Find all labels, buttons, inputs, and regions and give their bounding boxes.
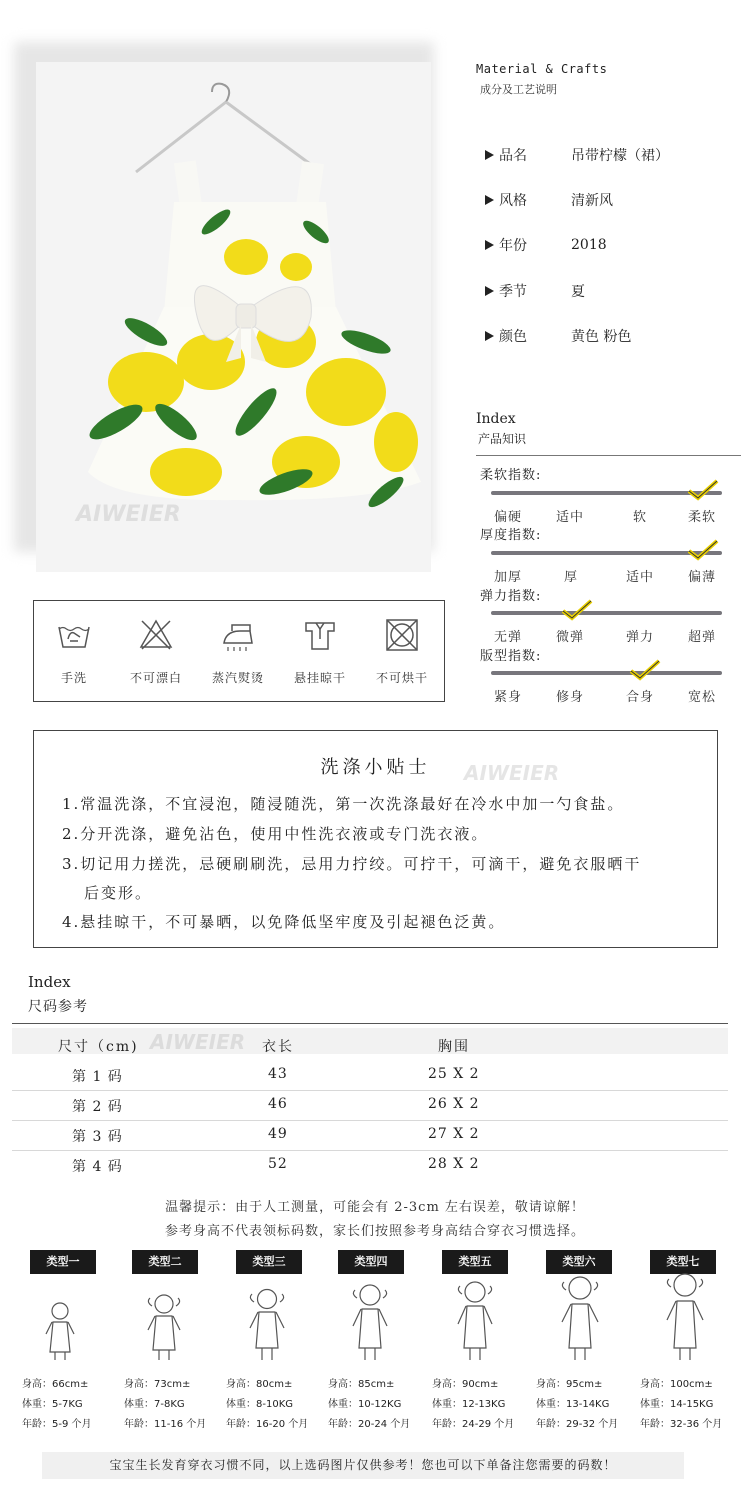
child-figure-icon xyxy=(244,1286,290,1362)
care-item-hand-wash xyxy=(34,601,114,701)
type-tag: 类型五 xyxy=(442,1250,508,1274)
triangle-bullet-icon xyxy=(485,286,494,296)
indicator-option: 紧身 xyxy=(494,690,523,705)
type-tag: 类型四 xyxy=(338,1250,404,1274)
attr-key: 季节 xyxy=(499,284,527,300)
tip-line: 3.切记用力搓洗，忌硬刷刷洗，忌用力拧绞。可拧干，可滴干，避免衣服晒干 xyxy=(62,855,642,873)
type-height: 身高：66cm± xyxy=(22,1379,89,1390)
type-weight: 体重：13-14KG xyxy=(536,1399,610,1410)
table-cell: 第 2 码 xyxy=(72,1099,123,1115)
divider xyxy=(12,1023,728,1024)
type-info xyxy=(124,1375,206,1435)
attr-row-style xyxy=(485,190,613,210)
type-tag: 类型七 xyxy=(650,1250,716,1274)
table-header-cell: 衣长 xyxy=(262,1039,294,1055)
indicator-option: 无弹 xyxy=(494,630,523,645)
type-info xyxy=(536,1375,618,1435)
indicator-label-fit: 版型指数: xyxy=(480,649,542,664)
attr-row-year xyxy=(485,235,607,255)
indicator-option: 宽松 xyxy=(688,690,717,705)
type-weight: 体重：7-8KG xyxy=(124,1399,185,1410)
indicator-option: 厚 xyxy=(564,570,579,585)
indicator-option-selected: 合身 xyxy=(626,690,655,705)
type-tag: 类型三 xyxy=(236,1250,302,1274)
type-info xyxy=(640,1375,722,1435)
type-age: 年龄：20-24 个月 xyxy=(328,1419,411,1430)
indicator-option: 偏硬 xyxy=(494,510,523,525)
table-cell: 26 X 2 xyxy=(428,1096,480,1112)
type-weight: 体重：10-12KG xyxy=(328,1399,402,1410)
indicator-option: 加厚 xyxy=(494,570,523,585)
child-figure-icon xyxy=(658,1270,712,1362)
type-info xyxy=(226,1375,308,1435)
type-age: 年龄：5-9 个月 xyxy=(22,1419,92,1430)
indicator-option: 适中 xyxy=(556,510,585,525)
type-info xyxy=(22,1375,92,1435)
type-tag: 类型二 xyxy=(132,1250,198,1274)
watermark: AIWEIER xyxy=(464,761,560,785)
attr-row-name xyxy=(485,145,669,165)
attr-value: 清新风 xyxy=(571,193,613,209)
indicator-label-elasticity: 弹力指数: xyxy=(480,589,542,604)
triangle-bullet-icon xyxy=(485,240,494,250)
table-cell: 43 xyxy=(268,1066,288,1082)
care-symbols-box xyxy=(33,600,445,702)
material-title: Material & Crafts xyxy=(476,62,608,76)
height-note: 参考身高不代表领标码数，家长们按照参考身高结合穿衣习惯选择。 xyxy=(164,1224,585,1239)
attr-row-season xyxy=(485,281,585,301)
tip-line: 2.分开洗涤，避免沾色，使用中性洗衣液或专门洗衣液。 xyxy=(62,825,489,843)
indicator-option-selected: 微弹 xyxy=(556,630,585,645)
washing-tips-box xyxy=(33,730,718,948)
divider xyxy=(476,455,741,456)
index-title: Index xyxy=(476,411,516,427)
type-height: 身高：90cm± xyxy=(432,1379,499,1390)
care-label: 蒸汽熨烫 xyxy=(211,671,264,685)
type-height: 身高：95cm± xyxy=(536,1379,603,1390)
watermark: AIWEIER xyxy=(76,502,181,527)
index-subtitle: 产品知识 xyxy=(478,432,527,446)
type-age: 年龄：16-20 个月 xyxy=(226,1419,309,1430)
type-tag: 类型六 xyxy=(546,1250,612,1274)
table-header-cell: 胸围 xyxy=(438,1039,470,1055)
type-weight: 体重：14-15KG xyxy=(640,1399,714,1410)
type-age: 年龄：24-29 个月 xyxy=(432,1419,515,1430)
table-cell: 第 3 码 xyxy=(72,1129,123,1145)
attr-value: 2018 xyxy=(571,237,607,253)
attr-key: 年份 xyxy=(499,238,527,254)
care-label: 不可烘干 xyxy=(375,671,428,685)
row-divider xyxy=(12,1150,728,1151)
table-cell: 25 X 2 xyxy=(428,1066,480,1082)
attr-value: 吊带柠檬（裙） xyxy=(571,148,669,164)
attr-key: 风格 xyxy=(499,193,527,209)
type-height: 身高：100cm± xyxy=(640,1379,713,1390)
type-tag: 类型一 xyxy=(30,1250,96,1274)
attr-value: 夏 xyxy=(571,284,585,300)
table-cell: 第 1 码 xyxy=(72,1069,123,1085)
footer-note: 宝宝生长发育穿衣习惯不同，以上选码图片仅供参考！您也可以下单备注您需要的码数！ xyxy=(42,1452,684,1479)
attr-key: 品名 xyxy=(499,148,527,164)
type-weight: 体重：12-13KG xyxy=(432,1399,506,1410)
type-height: 身高：80cm± xyxy=(226,1379,293,1390)
child-figure-icon xyxy=(40,1300,80,1362)
care-item-hang-dry xyxy=(280,601,360,701)
check-icon xyxy=(560,598,594,622)
indicator-label-thickness: 厚度指数: xyxy=(480,528,542,543)
indicator-bar xyxy=(491,611,722,615)
hand-wash-icon xyxy=(56,617,92,653)
child-figure-icon xyxy=(142,1292,186,1362)
care-label: 手洗 xyxy=(60,671,87,685)
indicator-bar xyxy=(491,671,722,675)
indicator-option: 弹力 xyxy=(626,630,655,645)
attr-value: 黄色 粉色 xyxy=(571,329,632,345)
product-photo xyxy=(36,62,431,572)
indicator-option: 软 xyxy=(633,510,648,525)
steam-iron-icon xyxy=(220,617,256,653)
material-subtitle: 成分及工艺说明 xyxy=(480,83,557,96)
no-bleach-icon xyxy=(138,617,174,653)
table-cell: 第 4 码 xyxy=(72,1159,123,1175)
indicator-option: 超弹 xyxy=(688,630,717,645)
table-cell: 49 xyxy=(268,1126,288,1142)
type-info xyxy=(328,1375,410,1435)
type-height: 身高：73cm± xyxy=(124,1379,191,1390)
watermark: AIWEIER xyxy=(150,1030,246,1054)
indicator-option: 修身 xyxy=(556,690,585,705)
attr-row-color xyxy=(485,326,631,346)
care-item-no-tumble-dry xyxy=(362,601,442,701)
triangle-bullet-icon xyxy=(485,195,494,205)
tip-line: 1.常温洗涤，不宜浸泡，随浸随洗，第一次洗涤最好在冷水中加一勺食盐。 xyxy=(62,795,625,813)
type-age: 年龄：32-36 个月 xyxy=(640,1419,723,1430)
table-header-cell: 尺寸（cm) xyxy=(58,1039,139,1055)
table-cell: 28 X 2 xyxy=(428,1156,480,1172)
indicator-label-softness: 柔软指数: xyxy=(480,468,542,483)
type-age: 年龄：11-16 个月 xyxy=(124,1419,207,1430)
size-title: Index xyxy=(28,973,71,991)
child-figure-icon xyxy=(450,1278,500,1362)
table-cell: 52 xyxy=(268,1156,288,1172)
attr-key: 颜色 xyxy=(499,329,527,345)
check-icon xyxy=(686,478,720,502)
triangle-bullet-icon xyxy=(485,331,494,341)
indicator-option-selected: 偏薄 xyxy=(688,570,717,585)
care-item-no-bleach xyxy=(116,601,196,701)
type-height: 身高：85cm± xyxy=(328,1379,395,1390)
triangle-bullet-icon xyxy=(485,150,494,160)
table-cell: 27 X 2 xyxy=(428,1126,480,1142)
indicator-option: 适中 xyxy=(626,570,655,585)
tip-line: 后变形。 xyxy=(84,884,153,902)
child-figure-icon xyxy=(554,1274,606,1362)
care-item-steam-iron xyxy=(198,601,278,701)
child-figure-icon xyxy=(346,1282,394,1362)
row-divider xyxy=(12,1090,728,1091)
indicator-option-selected: 柔软 xyxy=(688,510,717,525)
type-weight: 体重：5-7KG xyxy=(22,1399,83,1410)
check-icon xyxy=(628,658,662,682)
type-info xyxy=(432,1375,514,1435)
check-icon xyxy=(686,538,720,562)
hang-dry-icon xyxy=(302,617,338,653)
table-cell: 46 xyxy=(268,1096,288,1112)
tip-line: 4.悬挂晾干，不可暴晒，以免降低坚牢度及引起褪色泛黄。 xyxy=(62,913,506,931)
type-age: 年龄：29-32 个月 xyxy=(536,1419,619,1430)
measurement-note: 温馨提示：由于人工测量，可能会有 2-3cm 左右误差，敬请谅解！ xyxy=(165,1200,585,1215)
care-label: 悬挂晾干 xyxy=(293,671,346,685)
tips-title: 洗涤小贴士 xyxy=(320,757,431,778)
type-weight: 体重：8-10KG xyxy=(226,1399,294,1410)
row-divider xyxy=(12,1120,728,1121)
care-label: 不可漂白 xyxy=(129,671,182,685)
no-tumble-dry-icon xyxy=(384,617,420,653)
size-subtitle: 尺码参考 xyxy=(28,999,88,1015)
